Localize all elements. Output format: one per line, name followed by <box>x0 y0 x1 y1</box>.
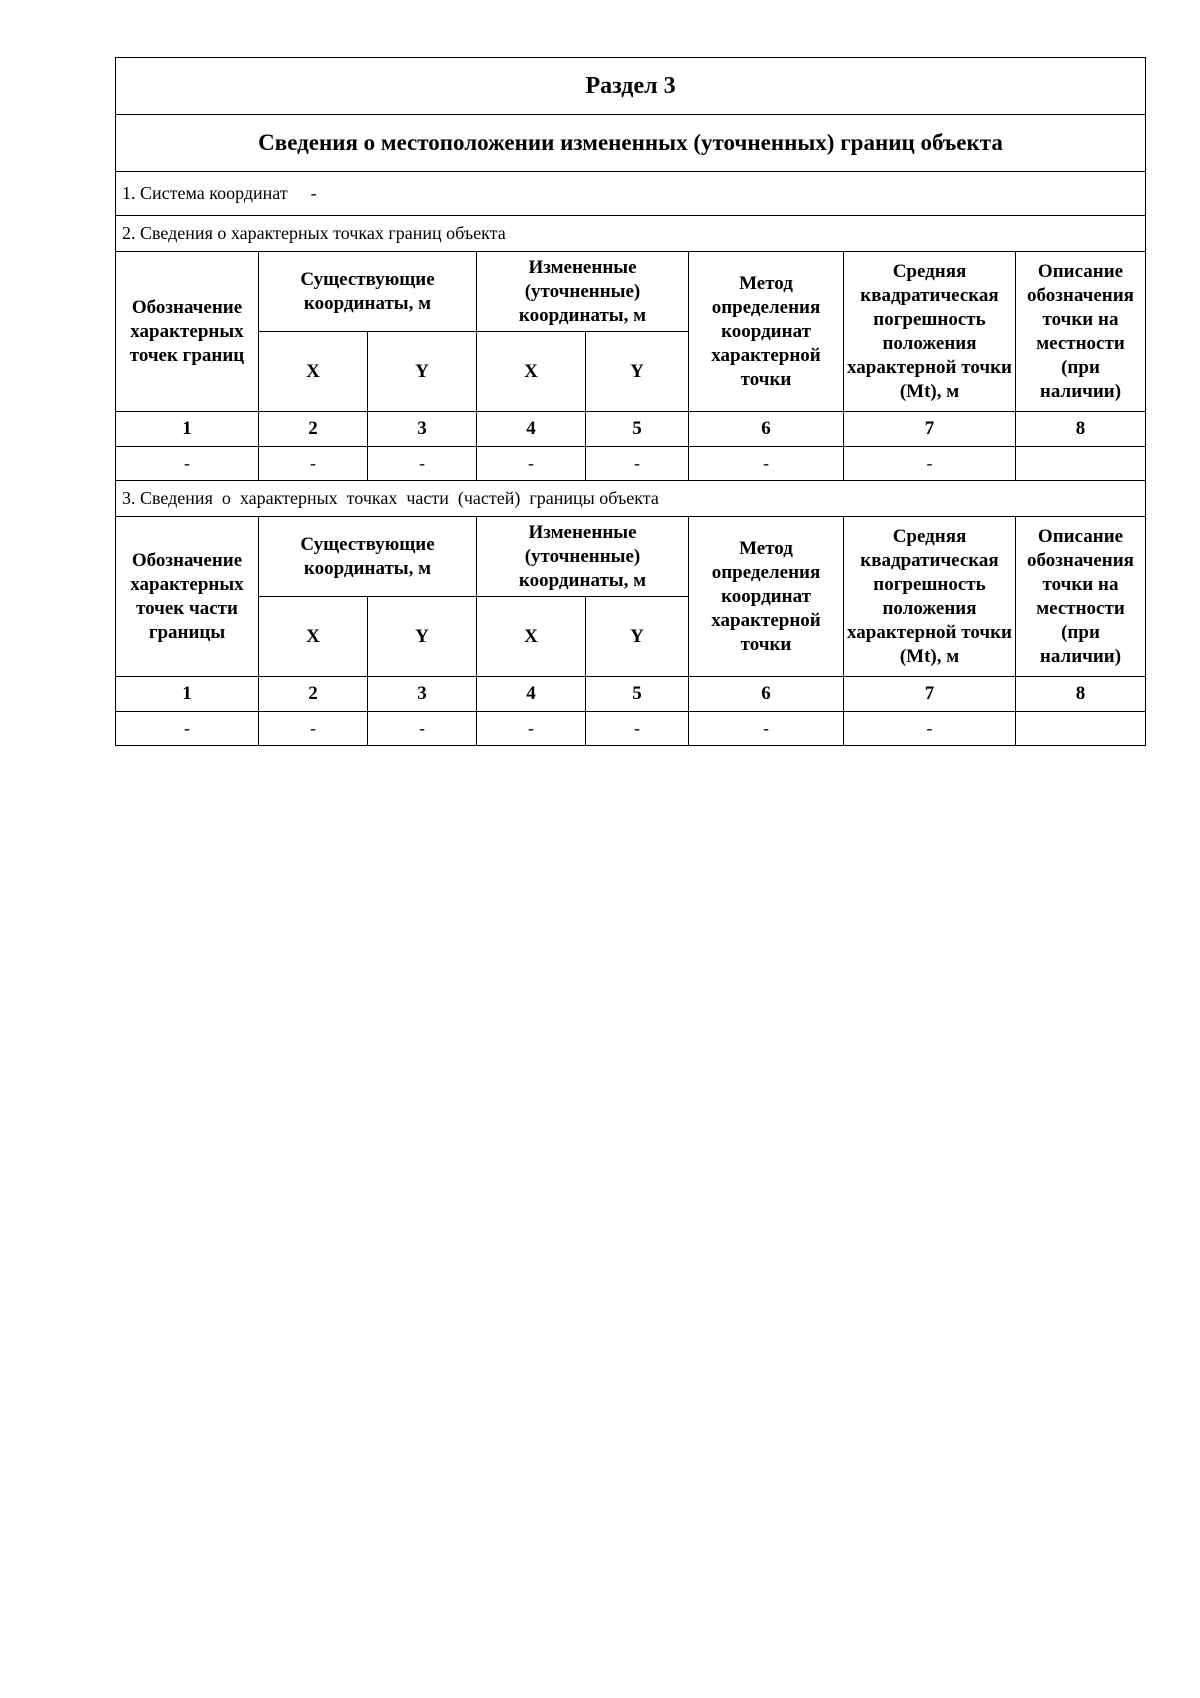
table2-header-changed-x: X <box>477 597 586 677</box>
table2-cell: - <box>116 712 259 746</box>
table2-header-description: Описание обозначения точки на местности (при наличии) <box>1016 517 1146 677</box>
table1-col-number: 5 <box>586 412 689 447</box>
table1-col-number: 1 <box>116 412 259 447</box>
table1-cell <box>1016 447 1146 481</box>
table1-col-number: 3 <box>368 412 477 447</box>
table2-cell: - <box>689 712 844 746</box>
table1-cell: - <box>477 447 586 481</box>
table1-header-point-designation: Обозначение характерных точек границ <box>116 252 259 412</box>
table1-header-changed-y: Y <box>586 332 689 412</box>
table2-col-number: 8 <box>1016 677 1146 712</box>
table1-cell: - <box>368 447 477 481</box>
table1-cell: - <box>586 447 689 481</box>
table1-cell: - <box>844 447 1016 481</box>
table1-header-existing-coordinates: Существующие координаты, м <box>259 252 477 332</box>
table2-cell: - <box>844 712 1016 746</box>
table1-col-number: 6 <box>689 412 844 447</box>
table1-caption: 2. Сведения о характерных точках границ объекта <box>116 216 1146 252</box>
table-row <box>116 712 1146 746</box>
table2-col-number: 2 <box>259 677 368 712</box>
table2-number-row <box>116 677 1146 712</box>
table1-col-number: 7 <box>844 412 1016 447</box>
table2-header-existing-coordinates: Существующие координаты, м <box>259 517 477 597</box>
section-3-form <box>115 57 1145 746</box>
table2-header-method: Метод определения координат характерной точки <box>689 517 844 677</box>
table2-col-number: 5 <box>586 677 689 712</box>
coordinate-system-row <box>116 172 1146 216</box>
table1-col-number: 4 <box>477 412 586 447</box>
table1-col-number: 2 <box>259 412 368 447</box>
table2-col-number: 7 <box>844 677 1016 712</box>
table1-header-existing-x: X <box>259 332 368 412</box>
table1-cell: - <box>689 447 844 481</box>
table2-col-number: 3 <box>368 677 477 712</box>
table1-header-error: Средняя квадратическая погрешность положения характерной точки (Mt), м <box>844 252 1016 412</box>
boundary-points-table <box>115 57 1146 746</box>
table1-header-existing-y: Y <box>368 332 477 412</box>
table2-cell: - <box>259 712 368 746</box>
table2-header-changed-coordinates: Измененные (уточненные) координаты, м <box>477 517 689 597</box>
table2-header-error: Средняя квадратическая погрешность положения характерной точки (Mt), м <box>844 517 1016 677</box>
table1-header-changed-x: X <box>477 332 586 412</box>
coordinate-system-label: 1. Система координат <box>122 183 288 203</box>
table2-col-number: 1 <box>116 677 259 712</box>
table2-header-changed-y: Y <box>586 597 689 677</box>
table2-cell: - <box>477 712 586 746</box>
section-subtitle: Сведения о местоположении измененных (уточненных) границ объекта <box>116 115 1146 172</box>
table1-number-row <box>116 412 1146 447</box>
section-title: Раздел 3 <box>116 58 1146 115</box>
table2-cell <box>1016 712 1146 746</box>
table2-header-point-designation: Обозначение характерных точек части границы <box>116 517 259 677</box>
table1-header-description: Описание обозначения точки на местности (при наличии) <box>1016 252 1146 412</box>
table2-caption: 3. Сведения о характерных точках части (частей) границы объекта <box>116 481 1146 517</box>
table2-cell: - <box>368 712 477 746</box>
table2-col-number: 6 <box>689 677 844 712</box>
table2-col-number: 4 <box>477 677 586 712</box>
table1-cell: - <box>116 447 259 481</box>
table1-cell: - <box>259 447 368 481</box>
table1-col-number: 8 <box>1016 412 1146 447</box>
coordinate-system-value: - <box>310 183 317 203</box>
table2-header-existing-y: Y <box>368 597 477 677</box>
table2-cell: - <box>586 712 689 746</box>
table-row <box>116 447 1146 481</box>
table1-header-method: Метод определения координат характерной точки <box>689 252 844 412</box>
table1-header-changed-coordinates: Измененные (уточненные) координаты, м <box>477 252 689 332</box>
table2-header-existing-x: X <box>259 597 368 677</box>
